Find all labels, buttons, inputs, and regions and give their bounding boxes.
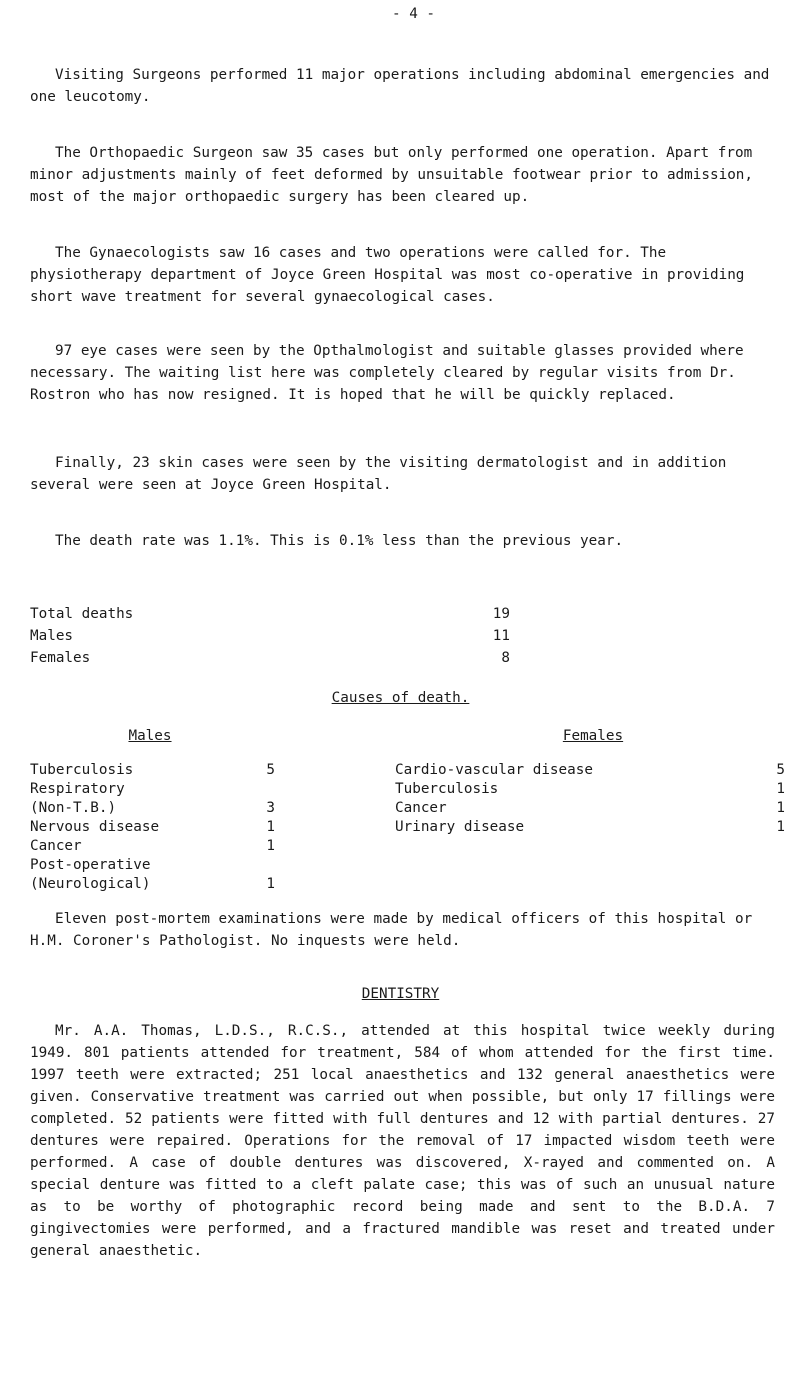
table-row [30,628,510,650]
table-row [30,781,275,800]
paragraph-visiting-surgeons: Visiting Surgeons performed 11 major operations including abdominal emergencies and one leucotomy. [30,67,770,105]
row-label: Nervous disease [30,819,160,835]
table-row [30,606,510,628]
row-value: 1 [776,781,785,797]
page-number: - 4 - [392,6,436,22]
causes-of-death-title: Causes of death. [331,690,470,706]
paragraph-orthopaedic: The Orthopaedic Surgeon saw 35 cases but only performed one operation. Apart from minor adjustments mainly of feet deformed by unsuitable footwear prior to admission, most of the major orthopaedic surgery has been cleared up. [30,145,754,205]
table-row [30,876,275,895]
row-label: Males [30,628,74,644]
row-label: Total deaths [30,606,134,622]
paragraph-eye-cases: 97 eye cases were seen by the Opthalmologist and suitable glasses provided where necessary. The waiting list here was completely cleared by regular visits from Dr. Rostron who has now resigned. It is hoped that he will be quickly replaced. [30,343,744,403]
row-value [255,857,275,876]
row-label: (Non-T.B.) [30,800,117,816]
paragraph-dentistry: Mr. A.A. Thomas, L.D.S., R.C.S., attended at this hospital twice weekly during 1949. 801 patients attended for treatment, 584 of whom attended for the first time. 1997 teeth were extracted; 251 local anaesthetics and 132 general anaesthetics were given. Conservative treatment was carried out when possible, but only 17 fillings were completed. 52 patients were fitted with full dentures and 12 with partial dentures. 27 dentures were repaired. Operations for the removal of 17 impacted wisdom teeth were performed. A case of double dentures was discovered, X-rayed and commented on. A special denture was fitted to a cleft palate case; this was of such an unusual nature as to be worthy of photographic record being made and sent to the B.D.A. 7 gingivectomies were performed, and a fractured mandible was reset and treated under general anaesthetic. [30,1023,775,1259]
dentistry-heading: DENTISTRY [361,986,440,1002]
row-label: Cardio-vascular disease [395,762,593,778]
row-label: Females [30,650,91,666]
row-value: 1 [266,819,275,835]
table-row [395,781,785,800]
table-row [30,800,275,819]
paragraph-death-rate: The death rate was 1.1%. This is 0.1% less than the previous year. [55,533,624,549]
males-heading: Males [128,728,172,744]
row-label: Cancer [30,838,82,854]
row-label: Cancer [395,800,447,816]
row-value: 19 [492,606,510,622]
table-row [30,762,275,781]
table-row [30,857,275,876]
table-row [30,650,510,672]
row-value: 5 [266,762,275,778]
table-row [395,762,785,781]
deaths-table [30,606,510,672]
row-value: 11 [492,628,510,644]
female-causes-table [395,762,785,838]
row-value: 1 [266,876,275,892]
paragraph-skin-cases: Finally, 23 skin cases were seen by the visiting dermatologist and in addition several were seen at Joyce Green Hospital. [30,455,727,493]
row-label: Tuberculosis [30,762,134,778]
row-label: Tuberculosis [395,781,499,797]
row-label: Post-operative [30,857,151,873]
paragraph-post-mortem: Eleven post-mortem examinations were made by medical officers of this hospital or H.M. Coroner's Pathologist. No inquests were held. [30,911,753,949]
table-row [30,838,275,857]
row-label: Urinary disease [395,819,525,835]
table-row [395,800,785,819]
table-row [30,819,275,838]
row-value: 1 [776,800,785,816]
row-label: Respiratory [30,781,125,797]
row-value: 5 [776,762,785,778]
row-value: 8 [501,650,510,666]
females-heading: Females [562,728,624,744]
male-causes-table [30,762,275,895]
table-row [395,819,785,838]
row-label: (Neurological) [30,876,151,892]
row-value [255,781,275,800]
row-value: 3 [266,800,275,816]
row-value: 1 [776,819,785,835]
paragraph-gynaecology: The Gynaecologists saw 16 cases and two operations were called for. The physiotherapy department of Joyce Green Hospital was most co-operative in providing short wave treatment for several gynaecological cases. [30,245,745,305]
row-value: 1 [266,838,275,854]
